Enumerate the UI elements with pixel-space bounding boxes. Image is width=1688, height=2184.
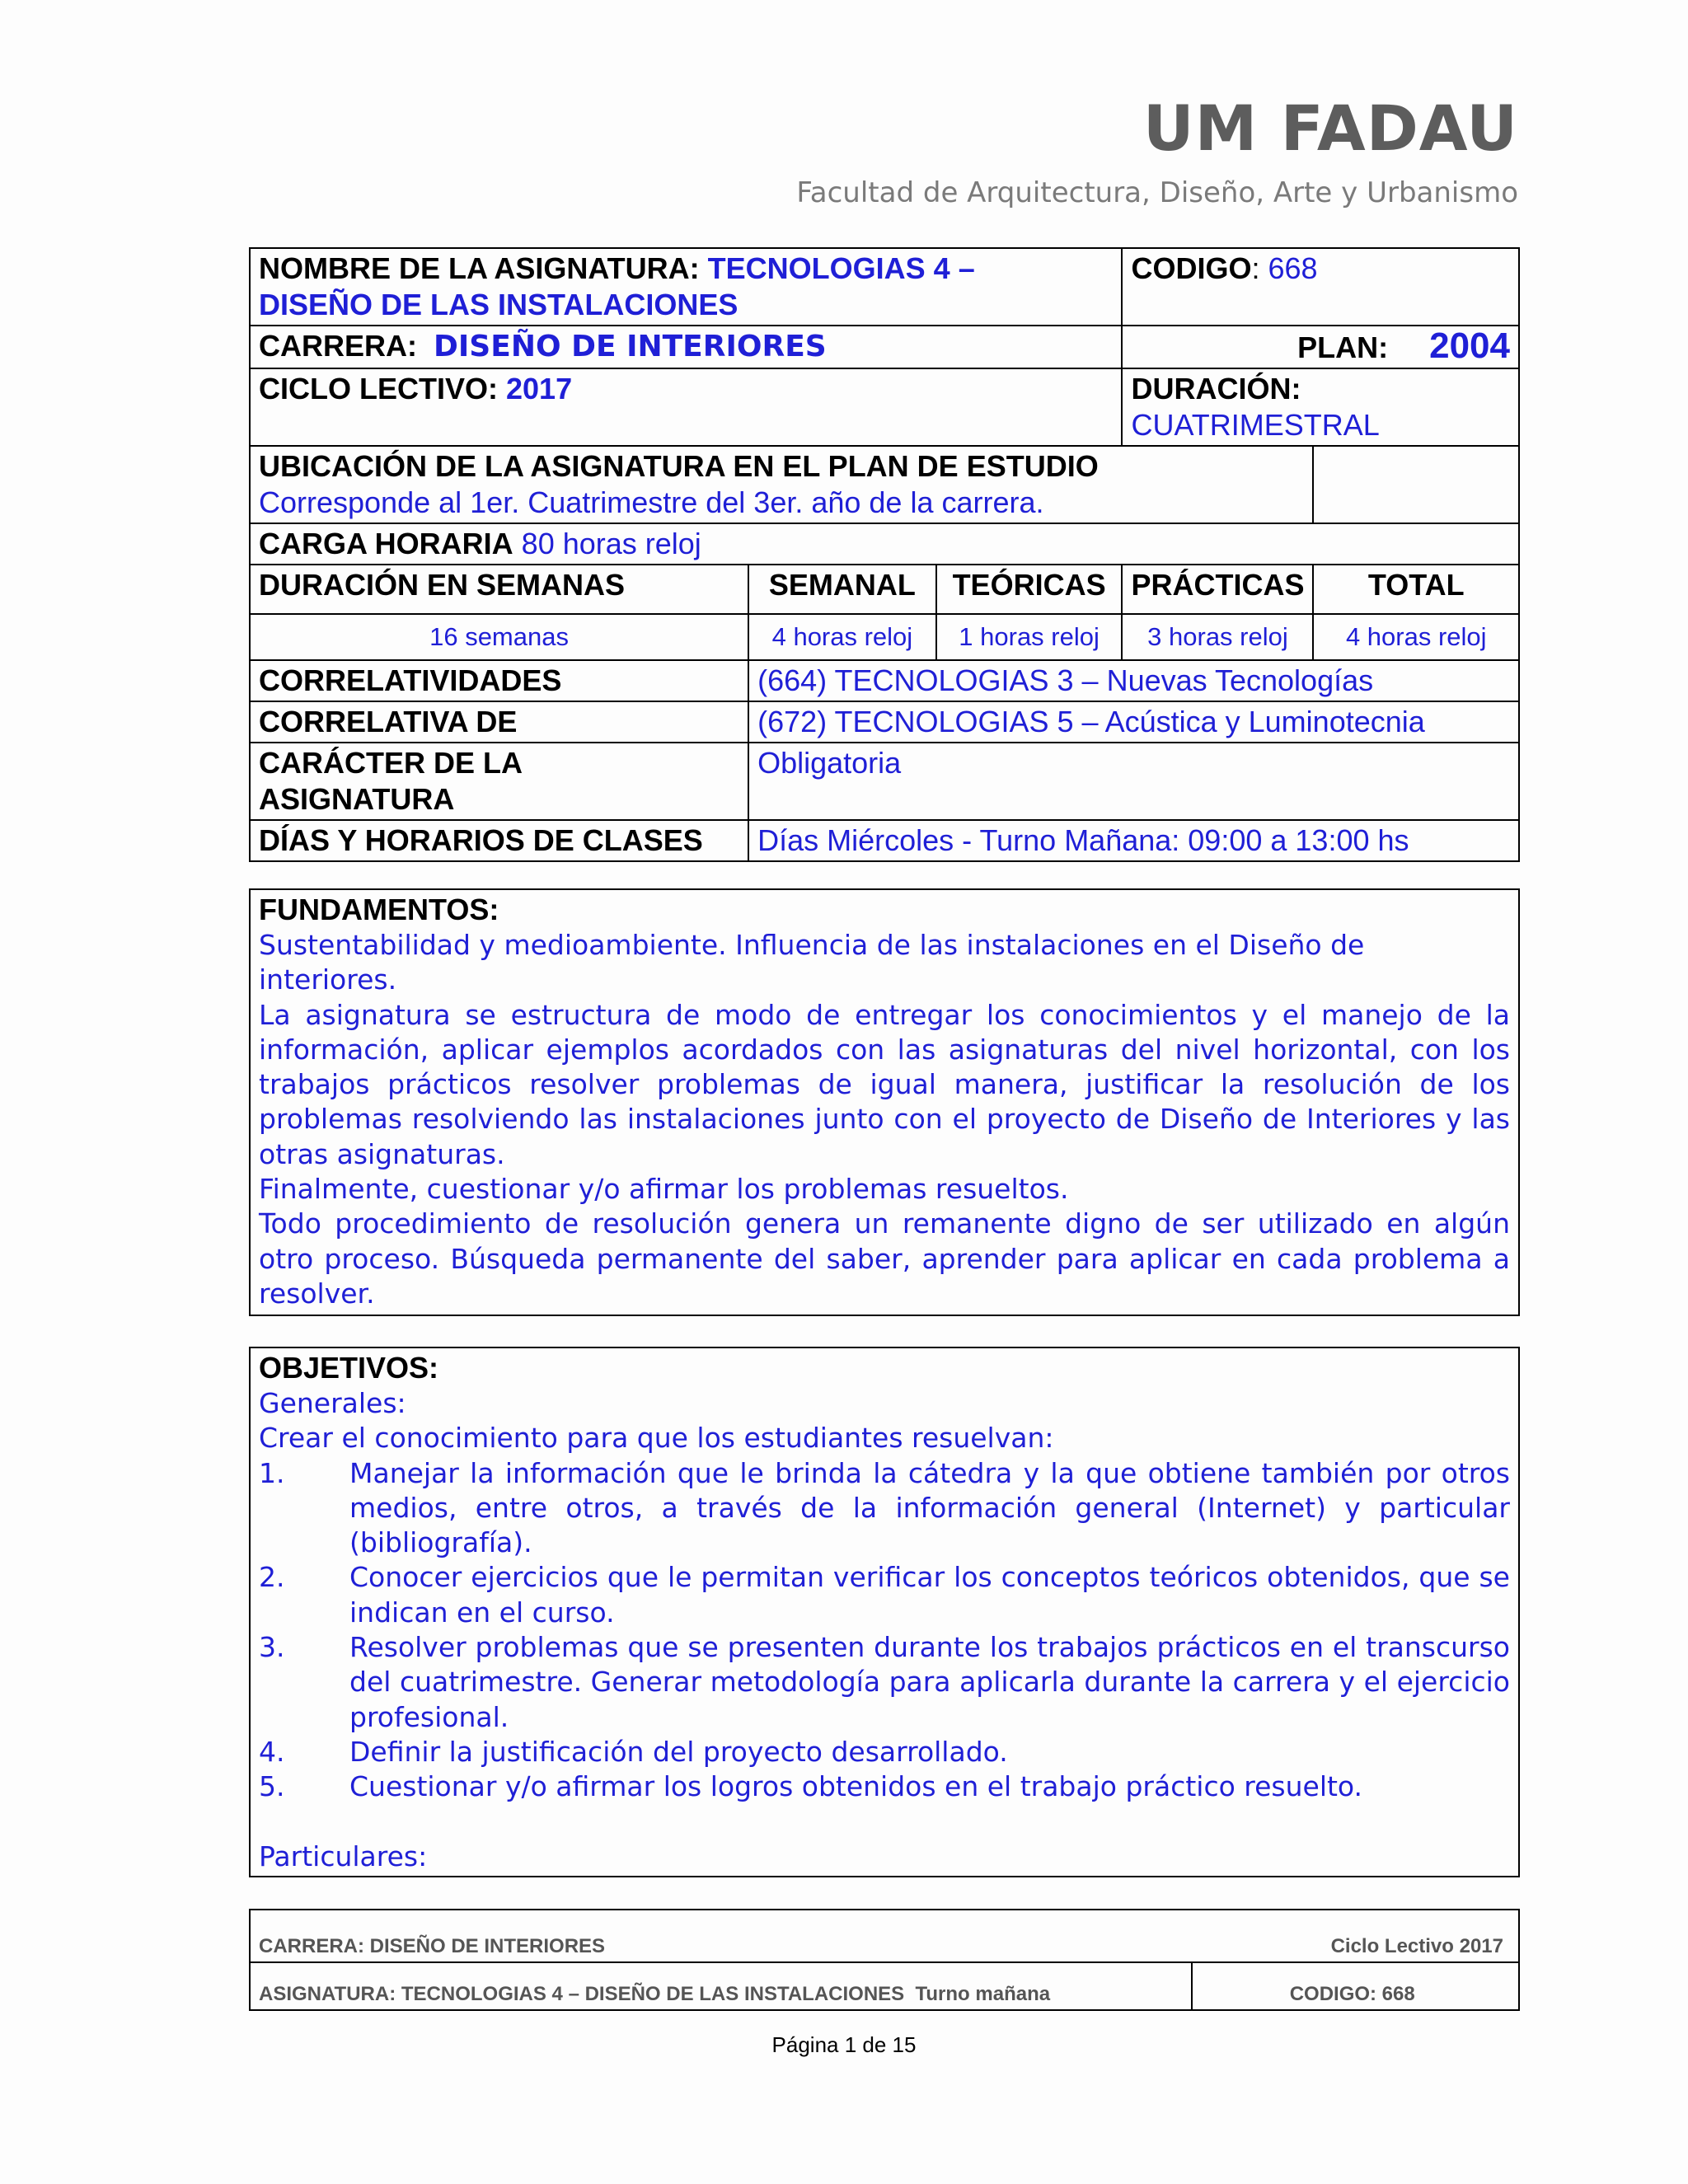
objetivos-intro: Crear el conocimiento para que los estudiantes resuelvan: (259, 1422, 1054, 1455)
fundamentos-paragraph: La asignatura se estructura de modo de entregar los conocimientos y el manejo de la información, aplicar ejemplos acordados con las asignaturas del nivel horizontal, con los trabajos prácticos resolver problemas de igual manera, justificar la resolución de los problemas resolviendo las instalaciones junto con el proyecto de Diseño de Interiores y las otras asignaturas. (259, 998, 1510, 1170)
objetivos-title: OBJETIVOS: (259, 1351, 439, 1385)
carga-value: 80 horas reloj (521, 527, 701, 560)
row-ciclo (250, 368, 1519, 446)
ubicacion-label: UBICACIÓN DE LA ASIGNATURA EN EL PLAN DE ESTUDIO (259, 449, 1099, 483)
objetivo-number: 3. (259, 1631, 285, 1664)
objetivo-item (259, 1630, 1510, 1735)
objetivo-text: Cuestionar y/o afirmar los logros obtenidos en el trabajo práctico resuelto. (349, 1770, 1363, 1803)
brand-title: UM FADAU (1142, 91, 1518, 165)
footer-asignatura: ASIGNATURA: TECNOLOGIAS 4 – DISEÑO DE LAS INSTALACIONES (259, 1983, 905, 2005)
hours-value: 4 horas reloj (1313, 614, 1519, 660)
fundamentos-title: FUNDAMENTOS: (259, 893, 499, 926)
row-hours-headers (250, 565, 1519, 614)
hours-header: TOTAL (1313, 565, 1519, 614)
codigo-cell: CODIGO: 668 (1122, 248, 1519, 326)
caracter-label-1: CARÁCTER DE LA (259, 746, 523, 780)
page-footer (249, 1909, 1520, 2011)
footer-asignatura-cell (250, 1962, 1192, 2010)
hours-value: 3 horas reloj (1122, 614, 1313, 660)
footer-codigo: CODIGO: 668 (1192, 1962, 1519, 2010)
carrera-label: CARRERA: (259, 329, 417, 363)
caracter-label-cell (250, 743, 748, 820)
faculty-subtitle: Facultad de Arquitectura, Diseño, Arte y Urbanismo (796, 176, 1518, 209)
ciclo-cell (250, 368, 1122, 446)
course-info-table (249, 247, 1520, 862)
duracion-value: CUATRIMESTRAL (1131, 408, 1380, 442)
fundamentos-paragraph: Finalmente, cuestionar y/o afirmar los problemas resueltos. (259, 1173, 1069, 1206)
nombre-cell (250, 248, 1122, 326)
codigo-value: 668 (1268, 251, 1318, 285)
objetivo-number: 5. (259, 1770, 285, 1803)
footer-turno: Turno mañana (915, 1983, 1051, 2005)
correlatividades-label: CORRELATIVIDADES (250, 660, 748, 701)
hours-header: PRÁCTICAS (1122, 565, 1313, 614)
nombre-value-2: DISEÑO DE LAS INSTALACIONES (259, 288, 738, 321)
correlativa-value: (672) TECNOLOGIAS 5 – Acústica y Luminotecnia (748, 701, 1519, 743)
row-dias (250, 820, 1519, 861)
correlatividades-value: (664) TECNOLOGIAS 3 – Nuevas Tecnologías (748, 660, 1519, 701)
row-ubicacion (250, 446, 1519, 523)
objetivo-text: Manejar la información que le brinda la cátedra y la que obtiene también por otros medios, entre otros, a través de la información general (Internet) y particular (bibliografía). (349, 1456, 1510, 1559)
duracion-label: DURACIÓN: (1131, 372, 1301, 405)
ubicacion-empty-cell (1313, 446, 1519, 523)
dias-label: DÍAS Y HORARIOS DE CLASES (250, 820, 748, 861)
ubicacion-value: Corresponde al 1er. Cuatrimestre del 3er. año de la carrera. (259, 485, 1044, 519)
fundamentos-paragraph: Todo procedimiento de resolución genera un remanente digno de ser utilizado en algún otro proceso. Búsqueda permanente del saber, aprender para aplicar en cada problema a resolver. (259, 1207, 1510, 1310)
objetivo-item (259, 1769, 1510, 1804)
row-correlatividades (250, 660, 1519, 701)
objetivo-number: 2. (259, 1561, 285, 1594)
objetivo-text: Resolver problemas que se presenten durante los trabajos prácticos en el transcurso del cuatrimestre. Generar metodología para aplicarla durante la carrera y el ejercicio profesional. (349, 1631, 1510, 1733)
fundamentos-section (249, 888, 1520, 1316)
plan-label: PLAN: (1297, 330, 1389, 364)
ciclo-label: CICLO LECTIVO: (259, 372, 498, 405)
footer-ciclo: Ciclo Lectivo 2017 (1192, 1910, 1519, 1962)
objetivo-item (259, 1735, 1510, 1769)
duracion-cell (1122, 368, 1519, 446)
objetivo-text: Conocer ejercicios que le permitan verificar los conceptos teóricos obtenidos, que se indican en el curso. (349, 1561, 1510, 1629)
hours-header: DURACIÓN EN SEMANAS (250, 565, 748, 614)
row-caracter (250, 743, 1519, 820)
hours-header: SEMANAL (748, 565, 936, 614)
nombre-value-1: TECNOLOGIAS 4 – (707, 251, 975, 285)
objetivo-item (259, 1560, 1510, 1630)
carrera-cell (250, 326, 1122, 368)
row-carga (250, 523, 1519, 565)
row-nombre (250, 248, 1519, 326)
hours-value: 16 semanas (250, 614, 748, 660)
objetivos-section (249, 1347, 1520, 1877)
ciclo-value: 2017 (506, 372, 573, 405)
page-number: Página 1 de 15 (771, 2032, 917, 2057)
document-header (796, 91, 1518, 209)
objetivos-generales: Generales: (259, 1387, 406, 1419)
objetivo-text: Definir la justificación del proyecto desarrollado. (349, 1735, 1008, 1768)
codigo-label: CODIGO (1131, 251, 1252, 285)
objetivos-particulares: Particulares: (259, 1840, 428, 1872)
row-correlativa (250, 701, 1519, 743)
carrera-value: DISEÑO DE INTERIORES (434, 330, 827, 363)
footer-carrera: CARRERA: DISEÑO DE INTERIORES (250, 1910, 1192, 1962)
plan-cell (1122, 326, 1519, 368)
plan-value: 2004 (1429, 326, 1510, 366)
hours-value: 4 horas reloj (748, 614, 936, 660)
nombre-label: NOMBRE DE LA ASIGNATURA: (259, 251, 700, 285)
ubicacion-cell (250, 446, 1313, 523)
row-hours-values (250, 614, 1519, 660)
carga-cell (250, 523, 1519, 565)
objetivo-number: 1. (259, 1456, 285, 1489)
dias-value: Días Miércoles - Turno Mañana: 09:00 a 13:00 hs (748, 820, 1519, 861)
hours-value: 1 horas reloj (936, 614, 1123, 660)
objetivo-number: 4. (259, 1735, 285, 1768)
caracter-label-2: ASIGNATURA (259, 782, 455, 816)
hours-header: TEÓRICAS (936, 565, 1123, 614)
objetivo-item (259, 1456, 1510, 1561)
carga-label: CARGA HORARIA (259, 527, 513, 560)
correlativa-label: CORRELATIVA DE (250, 701, 748, 743)
row-carrera (250, 326, 1519, 368)
caracter-value: Obligatoria (748, 743, 1519, 820)
fundamentos-paragraph: Sustentabilidad y medioambiente. Influencia de las instalaciones en el Diseño de interiores. (259, 929, 1365, 996)
